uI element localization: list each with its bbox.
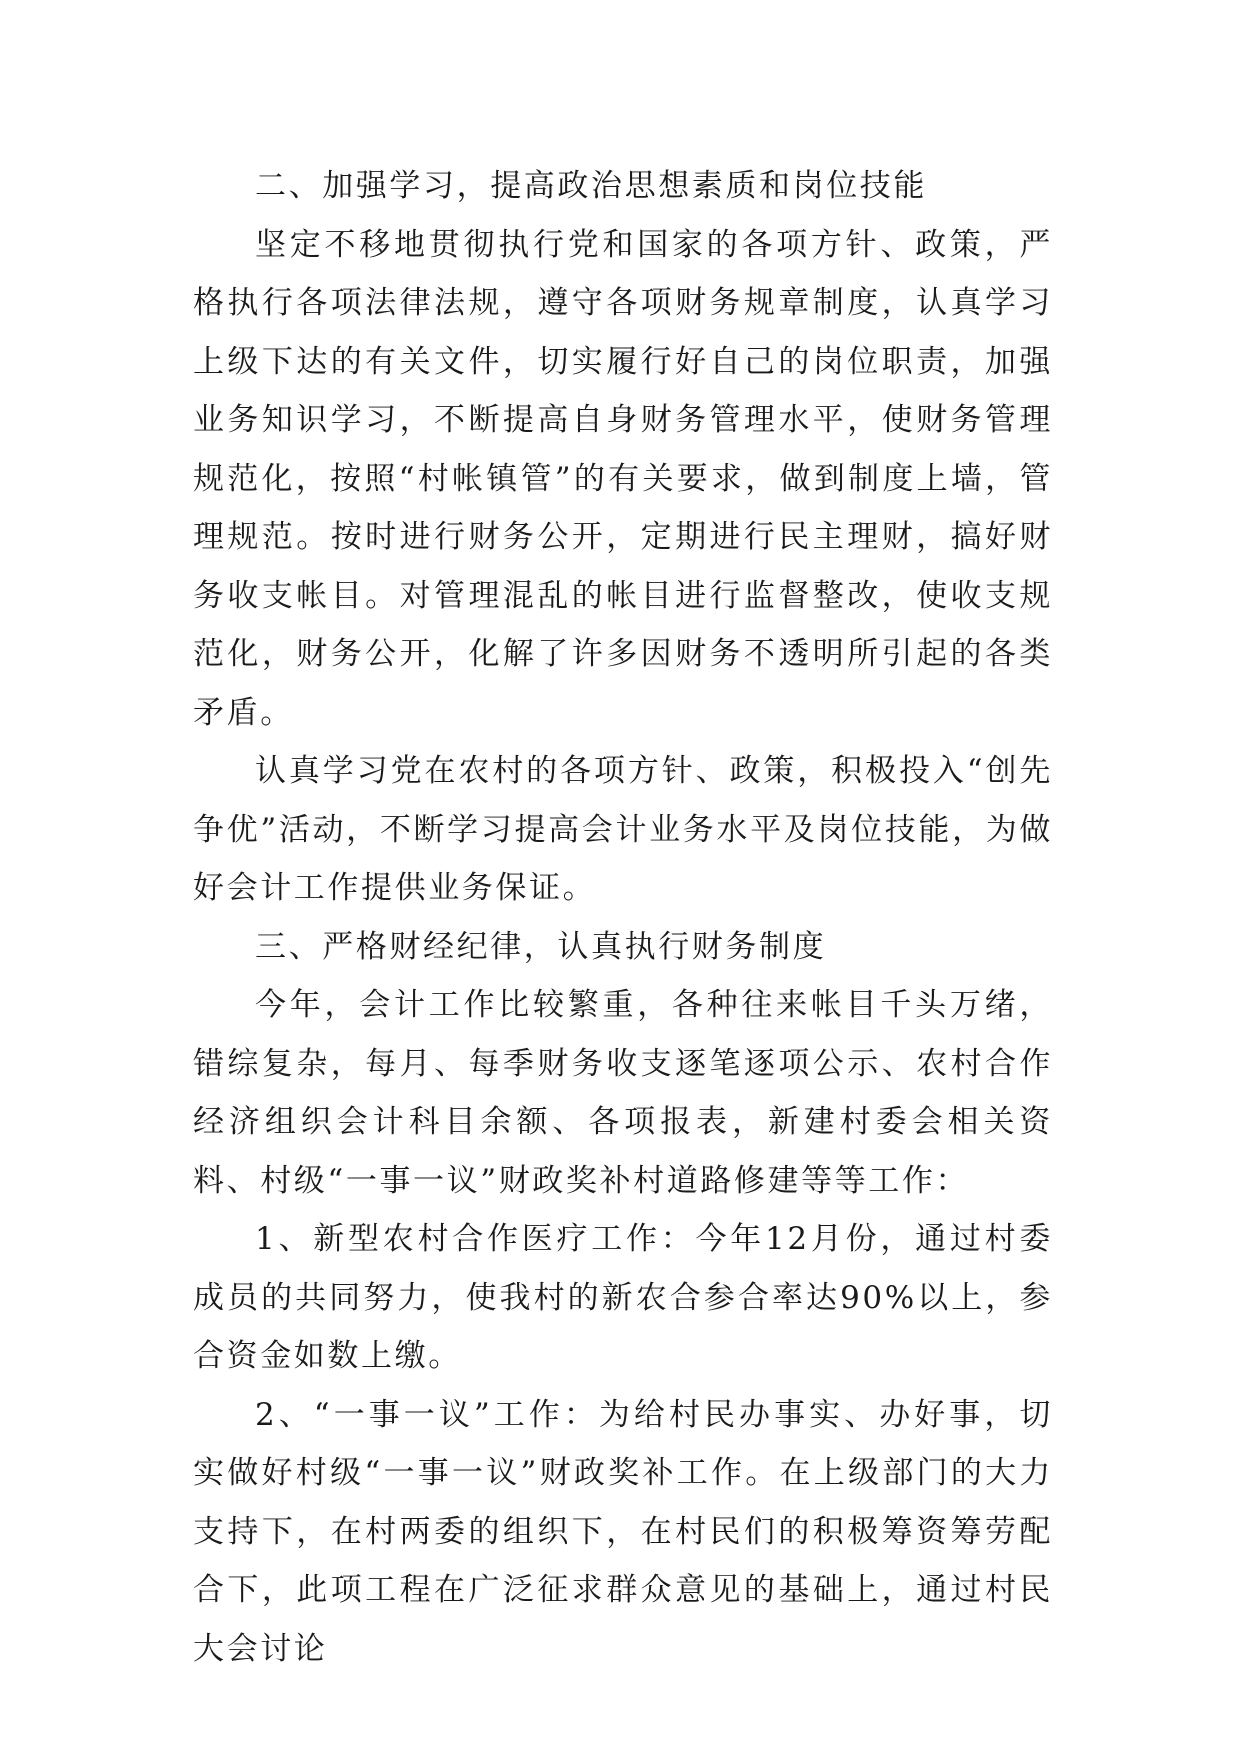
section-heading-2: 二、加强学习，提高政治思想素质和岗位技能 <box>255 168 927 204</box>
paragraph: 坚定不移地贯彻执行党和国家的各项方针、政策，严格执行各项法律法规，遵守各项财务规章制度，认真学习上级下达的有关文件，切实履行好自己的岗位职责，加强业务知识学习，不断提高自身财务管理水平，使财务管理规范化，按照“村帐镇管”的有关要求，做到制度上墙，管理规范。按时进行财务公开，定期进行民主理财，搞好财务收支帐目。对管理混乱的帐目进行监督整改，使收支规范化，财务公开，化解了许多因财务不透明所引起的各类矛盾。 <box>193 226 1053 731</box>
paragraph: 认真学习党在农村的各项方针、政策，积极投入“创先争优”活动，不断学习提高会计业务水平及岗位技能，为做好会计工作提供业务保证。 <box>193 753 1053 906</box>
paragraph: 2、“一事一议”工作：为给村民办事实、办好事，切实做好村级“一事一议”财政奖补工作。在上级部门的大力支持下，在村两委的组织下，在村民们的积极筹资筹劳配合下，此项工程在广泛征求群众意见的基础上，通过村民大会讨论 <box>193 1396 1053 1667</box>
section-heading-3: 三、严格财经纪律，认真执行财务制度 <box>255 928 827 965</box>
paragraph: 1、新型农村合作医疗工作：今年12月份，通过村委成员的共同努力，使我村的新农合参合率达90%以上，参合资金如数上缴。 <box>193 1221 1053 1374</box>
paragraph: 今年，会计工作比较繁重，各种往来帐目千头万绪，错综复杂，每月、每季财务收支逐笔逐项公示、农村合作经济组织会计科目余额、各项报表，新建村委会相关资料、村级“一事一议”财政奖补村道路修建等等工作： <box>193 987 1053 1199</box>
document-body <box>193 157 1053 1678</box>
